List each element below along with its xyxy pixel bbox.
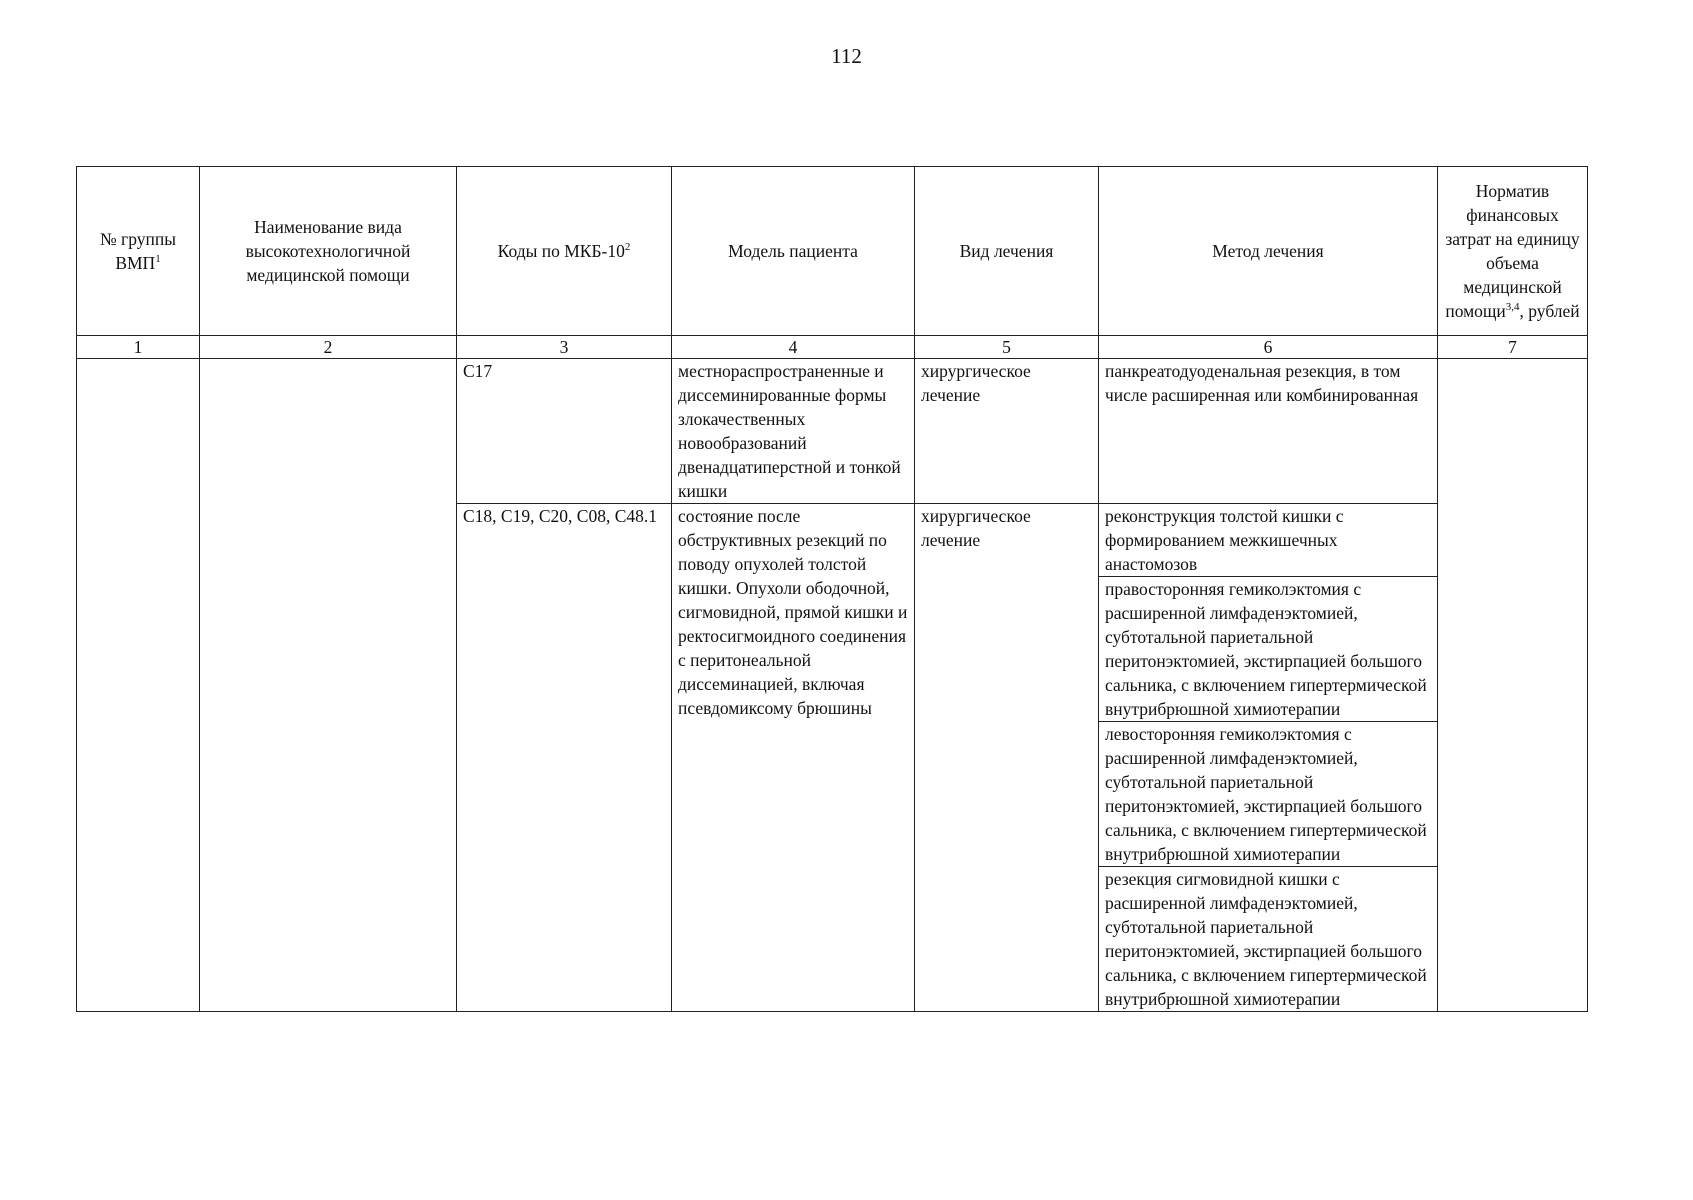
header-row [77, 167, 1588, 336]
header-care-type: Наименование вида высокотехнологичной медицинской помощи [200, 167, 457, 336]
treatment-type-cell: хирургическое лечение [915, 359, 1099, 504]
treatment-method-cell: левосторонняя гемиколэктомия с расширенной лимфаденэктомией, субтотальной париетальной перитонэктомией, экстирпацией большого сальника, с включением гипертермической внутрибрюшной химиотерапии [1099, 722, 1438, 867]
treatment-method-cell: правосторонняя гемиколэктомия с расширенной лимфаденэктомией, субтотальной париетальной перитонэктомией, экстирпацией большого сальника, с включением гипертермической внутрибрюшной химиотерапии [1099, 577, 1438, 722]
page-number: 112 [831, 44, 862, 68]
column-number: 2 [200, 336, 457, 359]
cost-standard-cell [1438, 359, 1588, 1012]
column-number-row [77, 336, 1588, 359]
vmp-table [76, 166, 1588, 1012]
care-type-cell [200, 359, 457, 1012]
treatment-method-cell: резекция сигмовидной кишки с расширенной лимфаденэктомией, субтотальной париетальной перитонэктомией, экстирпацией большого сальника, с включением гипертермической внутрибрюшной химиотерапии [1099, 867, 1438, 1012]
group-number-cell [77, 359, 200, 1012]
header-cost-standard: Норматив финансовых затрат на единицу объема медицинской помощи$^{3,4}$, рублей [1438, 167, 1588, 336]
column-number: 1 [77, 336, 200, 359]
header-group-number: № группы ВМП$^1$ [77, 167, 200, 336]
header-treatment-type: Вид лечения [915, 167, 1099, 336]
treatment-method-cell: реконструкция толстой кишки с формированием межкишечных анастомозов [1099, 504, 1438, 577]
patient-model-cell: состояние после обструктивных резекций по поводу опухолей толстой кишки. Опухоли ободочной, сигмовидной, прямой кишки и ректосигмоидного соединения с перитонеальной диссеминацией, включая псевдомиксому брюшины [672, 504, 915, 1012]
header-treatment-method: Метод лечения [1099, 167, 1438, 336]
column-number: 5 [915, 336, 1099, 359]
column-number: 4 [672, 336, 915, 359]
treatment-method-cell: панкреатодуоденальная резекция, в том числе расширенная или комбинированная [1099, 359, 1438, 504]
icd-codes-cell: C18, C19, C20, C08, C48.1 [457, 504, 672, 1012]
column-number: 3 [457, 336, 672, 359]
column-number: 7 [1438, 336, 1588, 359]
table-row [77, 359, 1588, 504]
treatment-type-cell: хирургическое лечение [915, 504, 1099, 1012]
header-icd-codes: Коды по МКБ-$10^2$ [457, 167, 672, 336]
icd-codes-cell: C17 [457, 359, 672, 504]
patient-model-cell: местнораспространенные и диссеминированные формы злокачественных новообразований двенадцатиперстной и тонкой кишки [672, 359, 915, 504]
header-patient-model: Модель пациента [672, 167, 915, 336]
column-number: 6 [1099, 336, 1438, 359]
